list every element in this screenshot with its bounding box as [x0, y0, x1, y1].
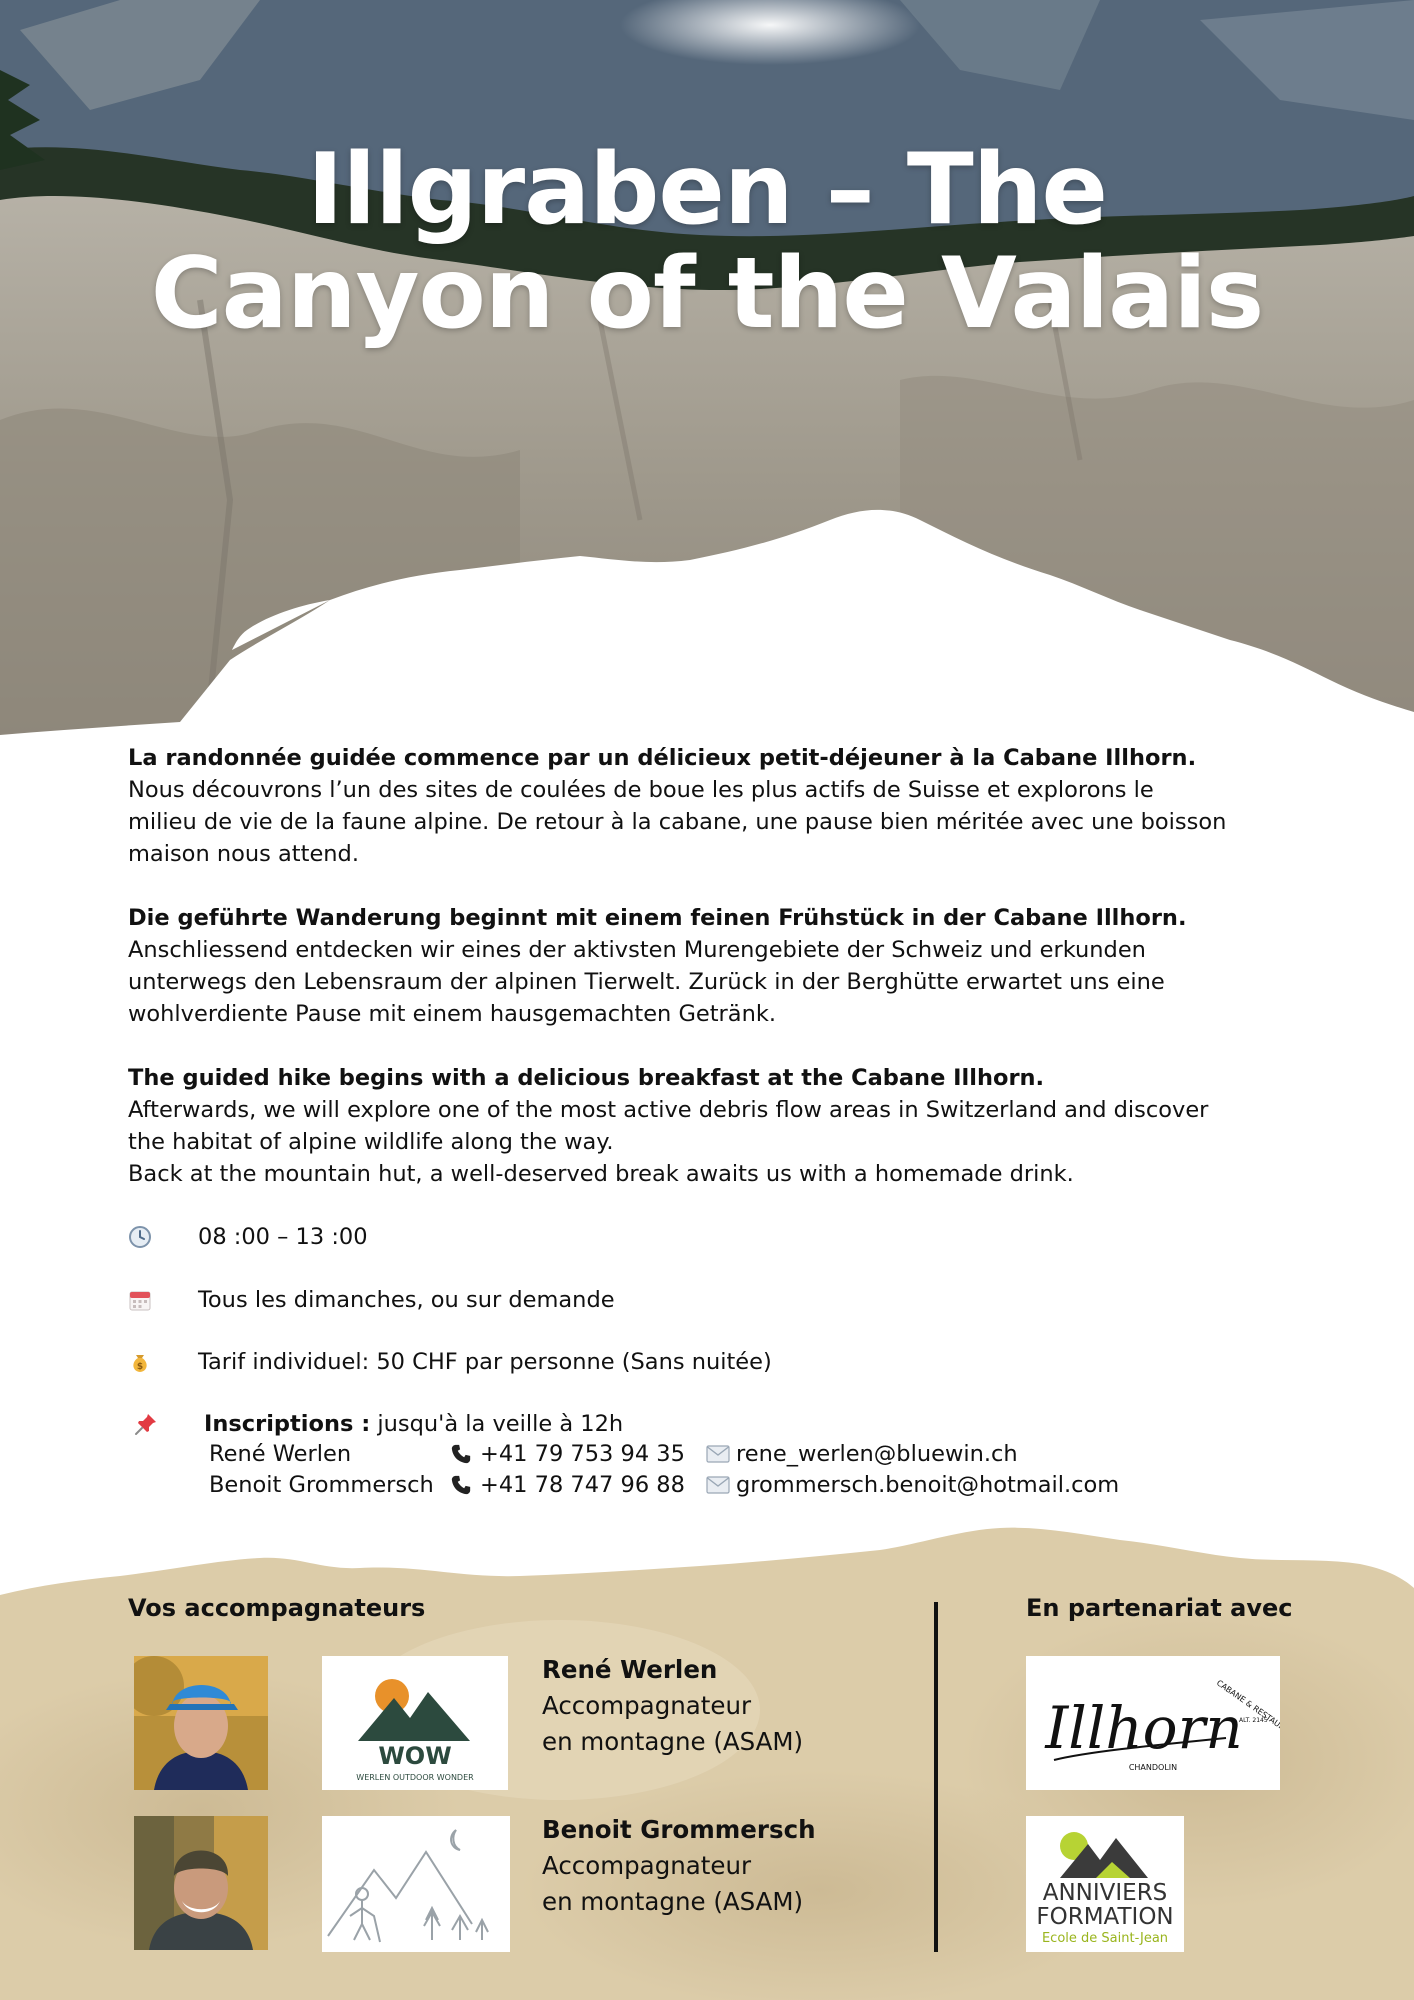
contact-email-address: rene_werlen@bluewin.ch: [736, 1441, 1018, 1467]
paragraph-de: [128, 902, 1348, 1030]
inscriptions-deadline: jusqu'à la veille à 12h: [370, 1411, 624, 1437]
anniviers-line2: FORMATION: [1036, 1904, 1174, 1930]
avatar-rene: [134, 1656, 268, 1790]
contact-name: Benoit Grommersch: [209, 1472, 434, 1498]
contact-email-address: grommersch.benoit@hotmail.com: [736, 1472, 1120, 1498]
paragraph-line: unterwegs den Lebensraum der alpinen Tierwelt. Zurück in der Berghütte erwartet uns eine: [128, 969, 1165, 995]
guide-role: en montagne (ASAM): [542, 1887, 804, 1916]
contact-email[interactable]: [706, 1470, 1119, 1501]
title-line-1: Illgraben – The: [307, 133, 1107, 247]
paragraph-line: Back at the mountain hut, a well-deserved break awaits us with a homemade drink.: [128, 1161, 1074, 1187]
wow-logo-subtitle: WERLEN OUTDOOR WONDER: [356, 1773, 474, 1782]
anniviers-logo-graphic: [1026, 1816, 1184, 1952]
contact-name: René Werlen: [209, 1441, 352, 1467]
paragraph-lead: The guided hike begins with a delicious breakfast at the Cabane Illhorn.: [128, 1065, 1045, 1091]
anniviers-line1: ANNIVIERS: [1042, 1880, 1168, 1906]
hero-banner: [0, 0, 1414, 760]
guide-benoit: [542, 1812, 816, 1920]
description: [128, 742, 1348, 1222]
contact-phone-number: +41 79 753 94 35: [480, 1441, 685, 1467]
paragraph-line: Anschliessend entdecken wir eines der aktivsten Murengebiete der Schweiz und erkunden: [128, 937, 1146, 963]
contact-phone[interactable]: [450, 1439, 685, 1470]
wow-logo: [322, 1656, 508, 1790]
envelope-icon: [706, 1444, 730, 1464]
illhorn-place: CHANDOLIN: [1128, 1763, 1178, 1772]
contact-email[interactable]: [706, 1439, 1018, 1470]
anniviers-logo: [1026, 1816, 1184, 1952]
illhorn-logo-graphic: [1026, 1656, 1280, 1790]
guide-role: en montagne (ASAM): [542, 1727, 804, 1756]
paragraph-line: wohlverdiente Pause mit einem hausgemachten Getränk.: [128, 1001, 777, 1027]
paragraph-line: Nous découvrons l’un des sites de coulées de boue les plus actifs de Suisse et explorons le: [128, 777, 1154, 803]
guide-name: René Werlen: [542, 1655, 718, 1684]
guide-role: Accompagnateur: [542, 1691, 752, 1720]
avatar-benoit: [134, 1816, 268, 1950]
paragraph-line: milieu de vie de la faune alpine. De retour à la cabane, une pause bien méritée avec une boisson: [128, 809, 1227, 835]
paragraph-lead: Die geführte Wanderung beginnt mit einem feinen Frühstück in der Cabane Illhorn.: [128, 905, 1187, 931]
pushpin-icon: [134, 1412, 158, 1436]
guide-role: Accompagnateur: [542, 1851, 752, 1880]
inscriptions-text: [204, 1408, 623, 1440]
page-title: [0, 133, 1414, 351]
paragraph-line: maison nous attend.: [128, 841, 359, 867]
illhorn-ring-text: CABANE & RESTAURANT: [1214, 1678, 1280, 1742]
calendar-icon: [128, 1288, 152, 1312]
partners-heading: En partenariat avec: [1026, 1594, 1293, 1622]
illhorn-logo: [1026, 1656, 1280, 1790]
vertical-divider: [934, 1602, 938, 1952]
contact-phone-number: +41 78 747 96 88: [480, 1472, 685, 1498]
envelope-icon: [706, 1475, 730, 1495]
hiker-logo: [322, 1816, 510, 1952]
footer-band: [0, 1510, 1414, 2000]
paragraph-line: the habitat of alpine wildlife along the way.: [128, 1129, 614, 1155]
wow-logo-text: WOW: [378, 1742, 452, 1770]
paragraph-line: Afterwards, we will explore one of the most active debris flow areas in Switzerland and discover: [128, 1097, 1209, 1123]
guide-rene: [542, 1652, 803, 1760]
wow-logo-graphic: [322, 1656, 508, 1790]
title-line-2: Canyon of the Valais: [150, 237, 1264, 351]
canyon-photo: [0, 0, 1414, 760]
time-text: 08 :00 – 13 :00: [198, 1224, 368, 1250]
illhorn-script: Illhorn: [1045, 1694, 1243, 1762]
phone-icon: [450, 1474, 472, 1496]
phone-icon: [450, 1443, 472, 1465]
guides-heading: Vos accompagnateurs: [128, 1594, 426, 1622]
paragraph-lead: La randonnée guidée commence par un délicieux petit-déjeuner à la Cabane Illhorn.: [128, 745, 1197, 771]
days-text: Tous les dimanches, ou sur demande: [198, 1287, 615, 1313]
illhorn-altitude: ALT. 2145: [1239, 1717, 1268, 1724]
anniviers-line3: Ecole de Saint-Jean: [1041, 1931, 1169, 1946]
clock-icon: [128, 1225, 152, 1249]
price-text: Tarif individuel: 50 CHF par personne (Sans nuitée): [198, 1349, 772, 1375]
guide-name: Benoit Grommersch: [542, 1815, 816, 1844]
svg-text:$: $: [136, 1362, 144, 1372]
paragraph-fr: [128, 742, 1348, 870]
inscriptions-label: Inscriptions :: [204, 1411, 371, 1437]
paragraph-en: [128, 1062, 1348, 1190]
money-bag-icon: [128, 1350, 152, 1374]
mountain-hiker-icon: [322, 1816, 510, 1952]
contact-phone[interactable]: [450, 1470, 685, 1501]
